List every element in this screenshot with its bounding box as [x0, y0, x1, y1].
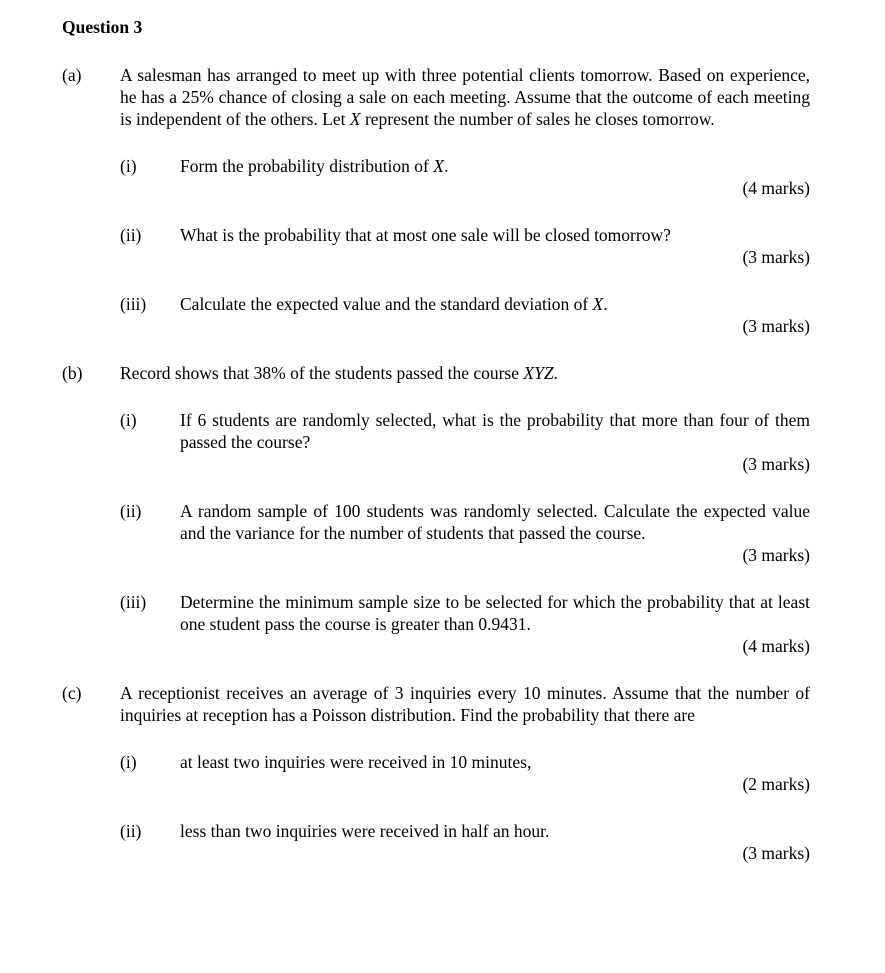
marks-label: (2 marks) [742, 774, 810, 794]
marks-label: (4 marks) [742, 636, 810, 656]
part-b-item-iii [120, 591, 810, 657]
part-b-item-iii-body [180, 591, 810, 657]
part-c-item-i-label: (i) [120, 752, 137, 772]
item-text: at least two inquiries were received in 10 minutes, [180, 752, 532, 772]
marks-label: (3 marks) [742, 247, 810, 267]
part-b-intro-text-end: . [553, 363, 558, 383]
part-b-item-ii-text [180, 500, 810, 544]
part-c-item-ii-text [180, 820, 810, 842]
part-b-item-i-body [180, 409, 810, 475]
part-b-item-ii [120, 500, 810, 566]
part-a-item-iii-body [180, 293, 810, 337]
question-title: Question 3 [62, 17, 143, 37]
part-c-item-ii-body [180, 820, 810, 864]
part-b-item-i-label: (i) [120, 410, 137, 430]
part-c-intro [120, 682, 810, 726]
part-c-item-i-body [180, 751, 810, 795]
part-a-item-ii [120, 224, 810, 268]
part-c-item-ii [120, 820, 810, 864]
part-c-item-ii-label: (ii) [120, 821, 142, 841]
marks-label: (3 marks) [742, 545, 810, 565]
item-text: A random sample of 100 students was randomly selected. Calculate the expected value and the variance for the number of students that passed the course. [180, 501, 810, 543]
part-b [62, 362, 810, 682]
part-a-item-iii-text [180, 293, 810, 315]
item-text: What is the probability that at most one sale will be closed tomorrow? [180, 225, 671, 245]
part-c-intro-text: A receptionist receives an average of 3 inquiries every 10 minutes. Assume that the number of inquiries at reception has a Poisson distribution. Find the probability that there are [120, 683, 810, 725]
part-b-item-ii-body [180, 500, 810, 566]
item-text: Determine the minimum sample size to be selected for which the probability that at least one student pass the course is greater than 0.9431. [180, 592, 810, 634]
part-c-item-i-text [180, 751, 810, 773]
variable-x-italic: X [433, 156, 444, 176]
part-c-label: (c) [62, 683, 82, 703]
part-b-item-iii-label: (iii) [120, 592, 147, 612]
variable-x-italic: X [349, 109, 361, 129]
item-text-end: . [443, 156, 449, 176]
part-a-item-ii-text [180, 224, 810, 246]
part-b-intro [120, 362, 810, 384]
part-a-item-ii-label: (ii) [120, 225, 142, 245]
part-a-item-i-label: (i) [120, 156, 137, 176]
part-b-intro-text: Record shows that 38% of the students passed the course [120, 363, 524, 383]
part-a-item-i-body [180, 155, 810, 199]
part-a-item-ii-body [180, 224, 810, 268]
part-a-label: (a) [62, 65, 82, 85]
part-a-item-iii [120, 293, 810, 337]
part-a-item-iii-label: (iii) [120, 294, 147, 314]
part-a-intro-text: A salesman has arranged to meet up with three potential clients tomorrow. Based on experience, he has a 25% chance of closing a sale on each meeting. Assume that the outcome of each meeting is independent of the others. Let [120, 65, 810, 129]
part-a-body [120, 64, 810, 362]
part-a-item-i [120, 155, 810, 199]
part-a-intro-text-end: represent the number of sales he closes tomorrow. [360, 109, 715, 129]
part-a-item-i-text [180, 155, 810, 177]
item-text: Calculate the expected value and the standard deviation of [180, 294, 593, 314]
course-xyz-italic: XYZ [523, 363, 554, 383]
part-b-label: (b) [62, 363, 83, 383]
part-b-item-iii-text [180, 591, 810, 635]
part-b-item-i-text [180, 409, 810, 453]
part-a [62, 64, 810, 362]
part-c [62, 682, 810, 889]
item-text-end: . [603, 294, 608, 314]
marks-label: (4 marks) [742, 178, 810, 198]
item-text: Form the probability distribution of [180, 156, 434, 176]
part-c-body [120, 682, 810, 889]
variable-x-italic: X [592, 294, 604, 314]
part-b-item-i [120, 409, 810, 475]
marks-label: (3 marks) [742, 454, 810, 474]
part-b-body [120, 362, 810, 682]
marks-label: (3 marks) [742, 316, 810, 336]
part-b-item-ii-label: (ii) [120, 501, 142, 521]
part-a-intro [120, 64, 810, 130]
item-text: less than two inquiries were received in half an hour. [180, 821, 550, 841]
part-c-item-i [120, 751, 810, 795]
marks-label: (3 marks) [742, 843, 810, 863]
item-text: If 6 students are randomly selected, what is the probability that more than four of them passed the course? [180, 410, 810, 452]
